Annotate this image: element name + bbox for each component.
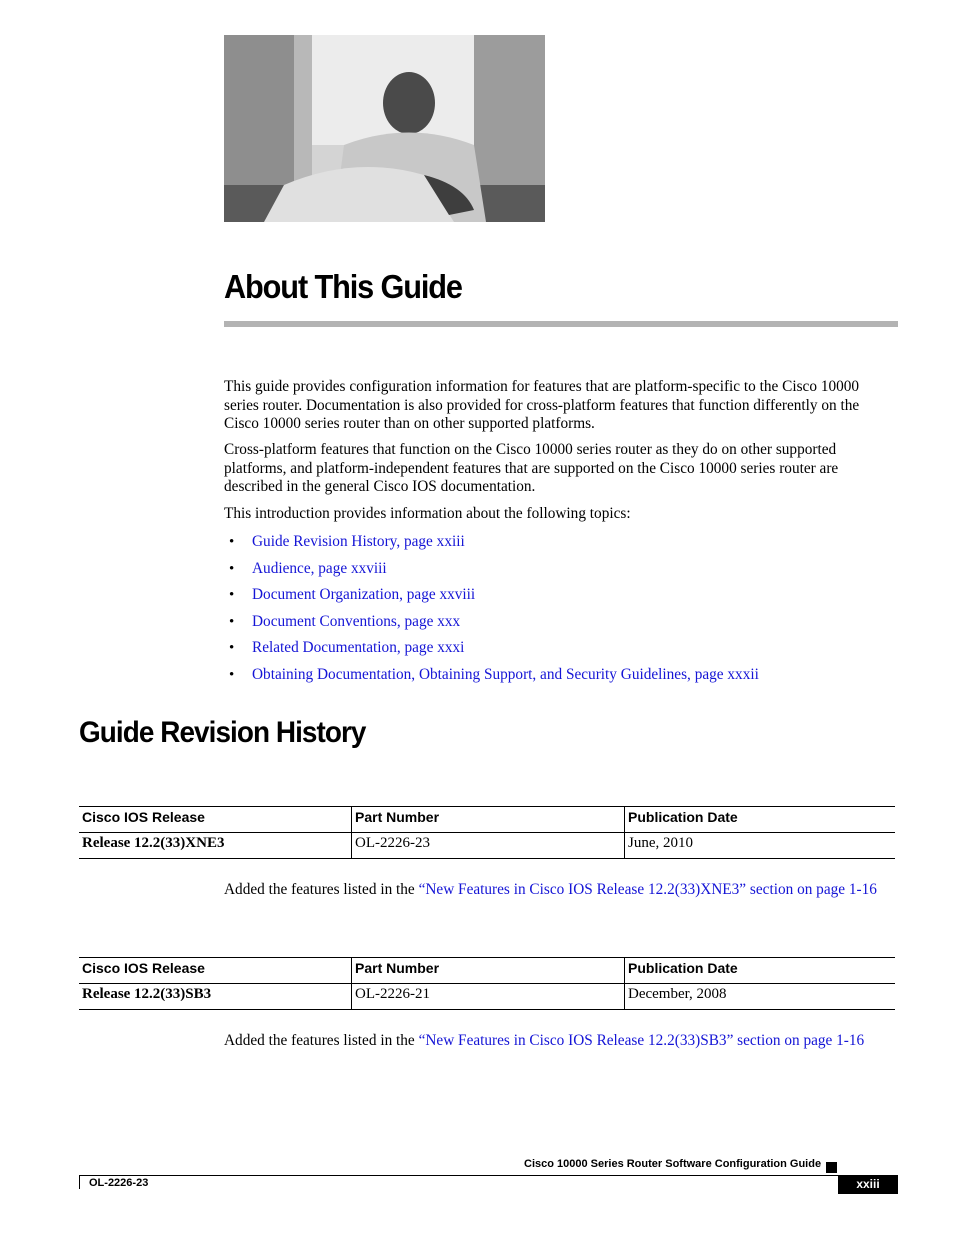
bullet-icon: • <box>229 560 235 577</box>
topic-link-revision-history[interactable]: Guide Revision History, page xxiii <box>252 533 465 550</box>
topic-item <box>224 531 759 558</box>
topic-item <box>224 584 759 611</box>
page-number: xxiii <box>838 1175 898 1194</box>
column-header-publication-date: Publication Date <box>625 958 896 984</box>
title-rule <box>224 321 898 327</box>
topic-link-related-documentation[interactable]: Related Documentation, page xxxi <box>252 639 465 656</box>
revision-note-link[interactable]: “New Features in Cisco IOS Release 12.2(33)SB3” section on page 1-16 <box>418 1032 865 1049</box>
table-row <box>79 984 895 1010</box>
publication-date-cell: June, 2010 <box>625 833 896 859</box>
column-header-part-number: Part Number <box>352 807 625 833</box>
bullet-icon: • <box>229 534 235 550</box>
footer-doc-number: OL-2226-23 <box>89 1177 149 1189</box>
footer-rule <box>79 1175 897 1176</box>
revision-table <box>79 806 895 859</box>
topic-item <box>224 637 759 664</box>
column-header-publication-date: Publication Date <box>625 807 896 833</box>
topic-item <box>224 664 759 691</box>
revision-note-text: Added the features listed in the <box>224 881 419 898</box>
bullet-icon: • <box>229 640 235 656</box>
revision-note <box>224 881 892 900</box>
topic-link-document-organization[interactable]: Document Organization, page xxviii <box>252 586 476 603</box>
header-photo <box>224 35 545 222</box>
table-header-row <box>79 958 895 984</box>
table-row <box>79 833 895 859</box>
intro-paragraph-3: This introduction provides information about the following topics: <box>224 505 631 522</box>
bullet-icon: • <box>229 613 235 630</box>
person-photo-illustration <box>224 35 545 222</box>
table-header-row <box>79 807 895 833</box>
topic-link-audience[interactable]: Audience, page xxviii <box>252 559 387 577</box>
release-cell: Release 12.2(33)SB3 <box>79 984 352 1010</box>
revision-note-text: Added the features listed in the <box>224 1032 419 1049</box>
footer-guide-title: Cisco 10000 Series Router Software Configuration Guide <box>524 1158 822 1170</box>
topic-list <box>224 531 759 690</box>
revision-note <box>224 1032 904 1051</box>
intro-paragraph-2: Cross-platform features that function on the Cisco 10000 series router as they do on other supported platforms, and platform-independent features that are supported on the Cisco 10000 series router are described in the general Cisco IOS documentation. <box>224 441 839 496</box>
part-number-cell: OL-2226-21 <box>352 984 625 1010</box>
bullet-icon: • <box>229 666 235 683</box>
intro-paragraph-1: This guide provides configuration information for features that are platform-specific to the Cisco 10000 series router. Documentation is also provided for cross-platform features that function differently on the Cisco 10000 series router than on other supported platforms. <box>224 378 860 433</box>
footer-bracket <box>79 1175 80 1189</box>
topic-link-document-conventions[interactable]: Document Conventions, page xxx <box>252 612 461 630</box>
topic-link-obtaining-documentation[interactable]: Obtaining Documentation, Obtaining Support, and Security Guidelines, page xxxii <box>252 665 759 683</box>
page-title: About This Guide <box>224 268 462 305</box>
bullet-icon: • <box>229 587 235 603</box>
column-header-part-number: Part Number <box>352 958 625 984</box>
footer-marker <box>826 1162 837 1173</box>
column-header-release: Cisco IOS Release <box>79 958 352 984</box>
revision-history-heading: Guide Revision History <box>79 716 366 749</box>
topic-item <box>224 611 759 638</box>
part-number-cell: OL-2226-23 <box>352 833 625 859</box>
column-header-release: Cisco IOS Release <box>79 807 352 833</box>
topic-item <box>224 558 759 585</box>
release-cell: Release 12.2(33)XNE3 <box>79 833 352 859</box>
publication-date-cell: December, 2008 <box>625 984 896 1010</box>
revision-table <box>79 957 895 1010</box>
revision-note-link[interactable]: “New Features in Cisco IOS Release 12.2(33)XNE3” section on page 1-16 <box>418 881 877 898</box>
